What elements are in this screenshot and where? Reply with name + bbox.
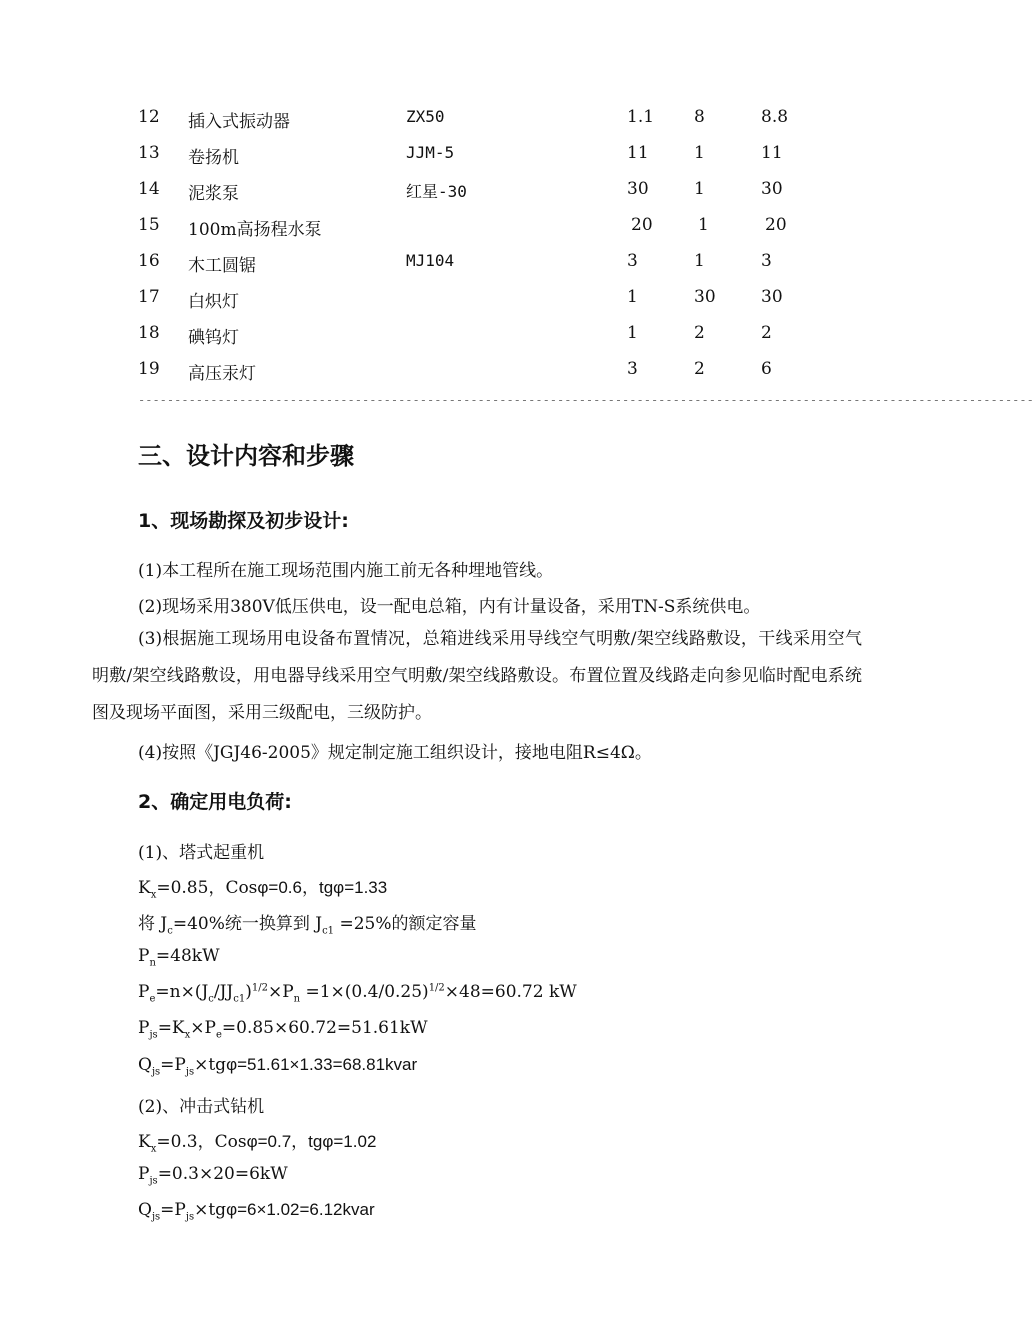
- equipment-name: 卷扬机: [188, 148, 239, 168]
- subsection-heading: 2、确定用电负荷:: [138, 791, 292, 813]
- equipment-total: 2: [761, 323, 772, 343]
- dashed-divider: ----------------------------------------------------------------------------------------------------------------------------: [138, 393, 1034, 407]
- table-row: [0, 143, 950, 173]
- equipment-name: 泥浆泵: [188, 184, 239, 204]
- formula-text: =K: [157, 1018, 185, 1038]
- equipment-model: ZX50: [406, 107, 445, 126]
- subsection-heading: 1、现场勘探及初步设计:: [138, 510, 349, 532]
- formula-qjs: $Q_{js}=P_{js}\times tg\varphi=51.61\times 1.33=68.81kvar$: [138, 1055, 418, 1078]
- row-number: 12: [138, 107, 160, 127]
- equipment-total: 11: [761, 143, 783, 163]
- equipment-total: 30: [761, 287, 783, 307]
- formula-text: φ=0.7，tgφ=1.02: [246, 1132, 377, 1151]
- paragraph: (3)根据施工现场用电设备布置情况，总箱进线采用导线空气明敷/架空线路敷设，干线采用空气明敷/架空线路敷设，用电器导线采用空气明敷/架空线路敷设。布置位置及线路走向参见临时配电系统图及现场平面图，采用三级配电，三级防护。: [92, 629, 862, 723]
- formula-pjs: $P_{js}=K_x\times P_e=0.85\times 60.72=51.61kW$: [138, 1018, 428, 1041]
- formula-text: =0.3，Cos: [156, 1132, 247, 1152]
- equipment-power: 1: [627, 287, 638, 307]
- formula-text: ×P: [267, 982, 294, 1002]
- equipment-power: 3: [627, 251, 638, 271]
- equipment-qty: 1: [694, 251, 705, 271]
- table-row: [0, 251, 950, 281]
- formula-text: =P: [160, 1055, 186, 1075]
- formula-text: =40%统一换算到 J: [172, 914, 323, 934]
- formula-text: φ=6×1.02=6.12kvar: [226, 1200, 375, 1219]
- equipment-qty: 30: [694, 287, 716, 307]
- paragraph: (2)现场采用380V低压供电，设一配电总箱，内有计量设备，采用TN-S系统供电。: [138, 597, 761, 617]
- equipment-power: 1.1: [627, 107, 655, 127]
- equipment-qty: 1: [694, 179, 705, 199]
- equipment-power: 3: [627, 359, 638, 379]
- equipment-power: 30: [627, 179, 649, 199]
- equipment-name: 碘钨灯: [188, 328, 239, 348]
- equipment-power: 11: [627, 143, 649, 163]
- formula-text: =P: [160, 1200, 186, 1220]
- formula-text: ×48=60.72 kW: [444, 982, 577, 1002]
- equipment-total: 6: [761, 359, 772, 379]
- equipment-qty: 1: [698, 215, 709, 235]
- equipment-model: JJM-5: [406, 143, 455, 162]
- formula-pn: $P_n=48kW$: [138, 946, 220, 969]
- row-number: 19: [138, 359, 160, 379]
- formula-text: =0.85×60.72=51.61kW: [221, 1018, 428, 1038]
- formula-qjs: $Q_{js}=P_{js}\times tg\varphi=6\times 1.02=6.12kvar$: [138, 1200, 375, 1223]
- formula-text: ×tg: [194, 1055, 227, 1075]
- row-number: 18: [138, 323, 160, 343]
- formula-text: φ=0.6，tgφ=1.33: [257, 878, 388, 897]
- formula-text: =n×(J: [155, 982, 209, 1002]
- equipment-total: 20: [765, 215, 787, 235]
- row-number: 16: [138, 251, 160, 271]
- equipment-total: 8.8: [761, 107, 789, 127]
- equipment-name: 100m高扬程水泵: [188, 220, 322, 240]
- table-row: [0, 323, 950, 353]
- equipment-name: 木工圆锯: [188, 256, 256, 276]
- table-row: [0, 215, 950, 245]
- equipment-name: 高压汞灯: [188, 364, 256, 384]
- equipment-name: 插入式振动器: [188, 112, 290, 132]
- formula-text: ×P: [190, 1018, 216, 1038]
- equipment-total: 30: [761, 179, 783, 199]
- row-number: 17: [138, 287, 160, 307]
- row-number: 15: [138, 215, 160, 235]
- equipment-model: MJ104: [406, 251, 455, 270]
- table-row: [0, 287, 950, 317]
- formula-text: =1×(0.4/0.25): [300, 982, 429, 1002]
- formula-kx: $K_x=0.85$，Cosφ=0.6，tgφ=1.33: [138, 878, 388, 901]
- formula-pe: $P_e=n\times(J_c/JJ_{c1})^{1/2}\times P_n =1\times(0.4/0.25)^{1/2}\times 48=60.72$ kW: [138, 982, 577, 1005]
- row-number: 13: [138, 143, 160, 163]
- item-label: (2)、冲击式钻机: [138, 1097, 265, 1117]
- formula-kx: $K_x=0.3$，Cosφ=0.7，tgφ=1.02: [138, 1132, 377, 1155]
- table-row: [0, 359, 950, 389]
- formula-text: φ=51.61×1.33=68.81kvar: [226, 1055, 418, 1074]
- table-row: [0, 179, 950, 209]
- equipment-name: 白炽灯: [188, 292, 239, 312]
- item-label: (1)、塔式起重机: [138, 843, 265, 863]
- equipment-qty: 2: [694, 323, 705, 343]
- equipment-qty: 1: [694, 143, 705, 163]
- equipment-model: 红星-30: [406, 182, 467, 201]
- equipment-power: 20: [631, 215, 653, 235]
- formula-text: =25%的额定容量: [334, 914, 477, 934]
- formula-text: ): [245, 982, 252, 1002]
- formula-text: =48kW: [155, 946, 220, 966]
- formula-pjs: $P_{js}=0.3\times 20=6kW$: [138, 1164, 288, 1187]
- formula-text: 将 J: [138, 914, 168, 934]
- equipment-total: 3: [761, 251, 772, 271]
- formula-convert: 将 $J_c=40\%$统一换算到 $J_{c1} =25\%$的额定容量: [138, 914, 477, 937]
- paragraph: (4)按照《JGJ46-2005》规定制定施工组织设计，接地电阻R≤4Ω。: [138, 743, 652, 763]
- table-row: [0, 107, 950, 137]
- formula-text: /J: [213, 982, 227, 1002]
- equipment-qty: 8: [694, 107, 705, 127]
- paragraph: (1)本工程所在施工现场范围内施工前无各种埋地管线。: [138, 561, 554, 581]
- formula-text: =0.85，Cos: [156, 878, 258, 898]
- formula-text: ×tg: [194, 1200, 227, 1220]
- equipment-qty: 2: [694, 359, 705, 379]
- formula-text: =0.3×20=6kW: [157, 1164, 288, 1184]
- equipment-power: 1: [627, 323, 638, 343]
- section-heading: 三、设计内容和步骤: [138, 442, 354, 470]
- row-number: 14: [138, 179, 160, 199]
